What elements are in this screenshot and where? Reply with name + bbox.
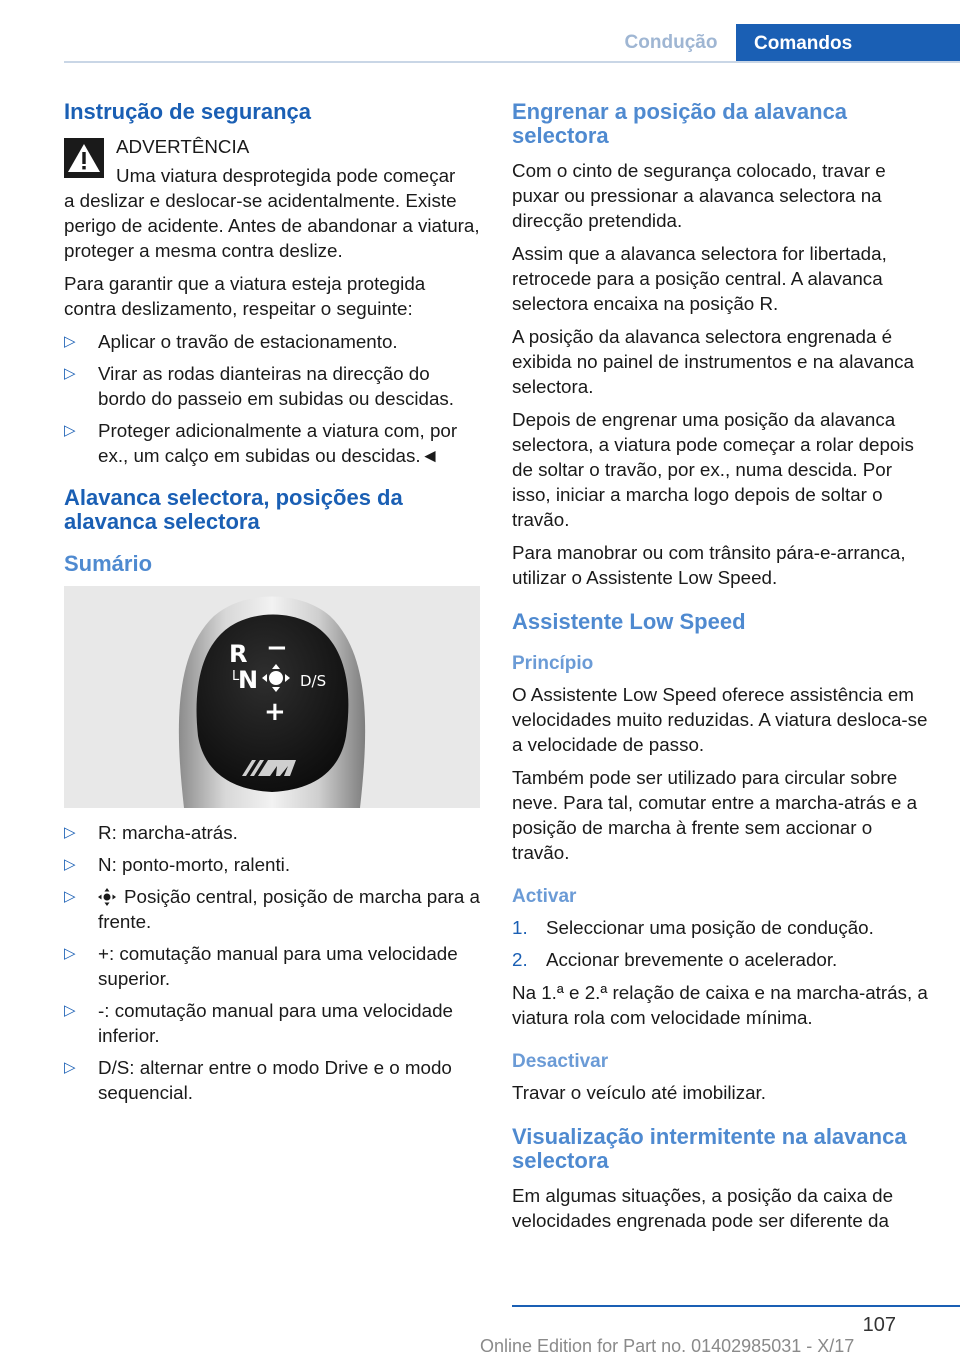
list-item (64, 884, 480, 934)
step-text: Seleccionar uma posição de condução. (546, 917, 874, 938)
paragraph: O Assistente Low Speed oferece assistência em velocidades muito reduzidas. A viatura desloca-se a velocidade de passo. (512, 684, 928, 755)
left-column (64, 100, 480, 1113)
right-column (512, 100, 928, 1241)
list-item (512, 915, 928, 940)
deactivate-text: Travar o veículo até imobilizar. (512, 1082, 766, 1103)
knob-label-plus: + (264, 697, 286, 727)
activate-title: Activar (512, 886, 577, 907)
deactivate-title: Desactivar (512, 1051, 609, 1072)
footer-rule (512, 1305, 960, 1307)
page-number: 107 (862, 1314, 896, 1336)
paragraph: Também pode ser utilizado para circular sobre neve. Para tal, comutar entre a marcha-atrás e a posição de marcha à frente sem accionar o travão. (512, 767, 918, 863)
gear-knob-illustration (64, 586, 480, 808)
list-item: ▷ Aplicar o travão de estacionamento. (64, 329, 480, 354)
header-rule (64, 61, 960, 63)
list-item (512, 947, 928, 972)
list-item: ▷ N: ponto-morto, ralenti. (64, 852, 480, 877)
paragraph: Depois de engrenar uma posição da alavanca selectora, a viatura pode começar a rolar depois de soltar o travão, por ex., numa descida. Por isso, iniciar a marcha logo depois de soltar o travão. (512, 409, 914, 530)
flash-text: Em algumas situações, a posição da caixa de velocidades engrenada pode ser diferente da (512, 1185, 894, 1231)
warning-triangle-icon (64, 138, 104, 178)
activate-steps (512, 915, 928, 972)
warning-text: a deslizar e deslocar-se acidentalmente. Existe perigo de acidente. Antes de abandonar a viatura, proteger a mesma contra deslize. (64, 190, 480, 261)
knob-label-minus: − (266, 633, 288, 663)
flash-title: Visualização intermitente na alavanca selectora (512, 1124, 907, 1173)
assistant-title: Assistente Low Speed (512, 609, 746, 634)
list-item: ▷ +: comutação manual para uma velocidade superior. (64, 941, 480, 991)
engage-title: Engrenar a posição da alavanca selectora (512, 99, 848, 148)
paragraph: Com o cinto de segurança colocado, travar e puxar ou pressionar a alavanca selectora na direcção pretendida. (512, 160, 886, 231)
principle-title: Princípio (512, 653, 594, 674)
header-section-tab: Condução (624, 32, 718, 53)
warning-block (64, 134, 480, 263)
step-number: 1. (512, 917, 528, 938)
safety-list (64, 329, 480, 468)
warning-label: ADVERTÊNCIA (116, 136, 250, 157)
safety-intro: Para garantir que a viatura esteja protegida contra deslizamento, respeitar o seguinte: (64, 273, 426, 319)
list-item: ▷ R: marcha-atrás. (64, 820, 480, 845)
summary-title: Sumário (64, 551, 153, 576)
activate-note: Na 1.ª e 2.ª relação de caixa e na marcha-atrás, a viatura rola com velocidade mínima. (512, 982, 928, 1028)
header-chapter-tab: Comandos (736, 24, 960, 63)
list-item: ▷ Proteger adicionalmente a viatura com, por ex., um calço em subidas ou descidas.◄ (64, 418, 480, 468)
edition-note: Online Edition for Part no. 01402985031 - X/17 (480, 1336, 855, 1356)
paragraph: A posição da alavanca selectora engrenada é exibida no painel de instrumentos e na alavanca selectora. (512, 326, 914, 397)
list-item: ▷ Virar as rodas dianteiras na direcção do bordo do passeio em subidas ou descidas. (64, 361, 480, 411)
positions-list (64, 820, 480, 1105)
center-position-icon (98, 888, 116, 906)
paragraph: Para manobrar ou com trânsito pára-e-arranca, utilizar o Assistente Low Speed. (512, 542, 906, 588)
step-text: Accionar brevemente o acelerador. (546, 949, 838, 970)
knob-label-ds: D/S (300, 672, 327, 690)
step-number: 2. (512, 949, 528, 970)
knob-label-r: R (229, 640, 248, 668)
lever-title: Alavanca selectora, posições da alavanca selectora (64, 485, 403, 534)
list-item: ▷ -: comutação manual para uma velocidade inferior. (64, 998, 480, 1048)
paragraph: Assim que a alavanca selectora for libertada, retrocede para a posição central. A alavanca selectora encaixa na posição R. (512, 243, 887, 314)
list-item-text: Posição central, posição de marcha para a frente. (98, 886, 481, 932)
list-item: ▷ D/S: alternar entre o modo Drive e o modo sequencial. (64, 1055, 480, 1105)
gear-knob-image (64, 586, 480, 808)
knob-label-l: L (232, 669, 240, 684)
knob-label-n: N (238, 666, 259, 694)
warning-text-first-line: Uma viatura desprotegida pode começar (116, 165, 456, 186)
safety-title: Instrução de segurança (64, 99, 311, 124)
